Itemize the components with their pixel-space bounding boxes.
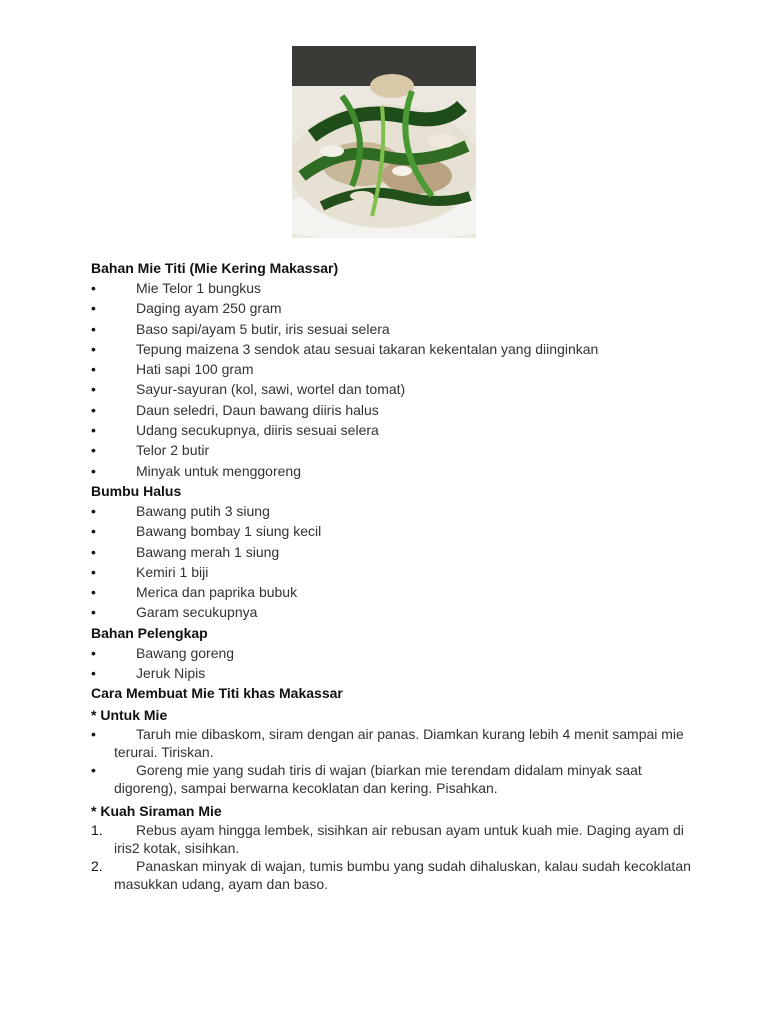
- list-item: • Garam secukupnya: [91, 602, 691, 622]
- bullet: •: [91, 300, 96, 317]
- list-item: • Jeruk Nipis: [91, 663, 691, 683]
- step-number: 1.: [91, 822, 103, 839]
- list-item: 1. Rebus ayam hingga lembek, sisihkan air rebusan ayam untuk kuah mie. Daging ayam di iris2 kotak, sisihkan.: [91, 822, 684, 857]
- list-item: • Merica dan paprika bubuk: [91, 582, 691, 602]
- recipe-content: [91, 258, 691, 893]
- bullet: •: [91, 361, 96, 378]
- list-item: • Bawang bombay 1 siung kecil: [91, 521, 691, 541]
- bullet: •: [91, 665, 96, 682]
- dish-photo: [292, 46, 476, 238]
- section-title-bahan: Bahan Mie Titi (Mie Kering Makassar): [91, 260, 339, 276]
- list-item: • Taruh mie dibaskom, siram dengan air panas. Diamkan kurang lebih 4 menit sampai mie terurai. Tiriskan.: [91, 726, 684, 761]
- subsection-title-kuah: * Kuah Siraman Mie: [91, 803, 222, 820]
- bullet: •: [91, 543, 96, 560]
- bullet: •: [91, 320, 96, 337]
- bullet: •: [91, 584, 96, 601]
- list-item: • Telor 2 butir: [91, 440, 691, 460]
- list-item: • Goreng mie yang sudah tiris di wajan (biarkan mie terendam didalam minyak saat digoreng), sampai berwarna kecoklatan dan kering. Pisahkan.: [91, 762, 642, 797]
- complement-list: [91, 643, 691, 684]
- list-item: • Baso sapi/ayam 5 butir, iris sesuai selera: [91, 319, 691, 339]
- list-item: • Sayur-sayuran (kol, sawi, wortel dan tomat): [91, 379, 691, 399]
- bullet: •: [91, 280, 96, 296]
- noodle-steps: [91, 725, 691, 797]
- list-item: • Daging ayam 250 gram: [91, 298, 691, 318]
- bullet: •: [91, 523, 96, 540]
- spice-list: [91, 501, 691, 623]
- list-item: • Bawang goreng: [91, 643, 691, 663]
- bullet: •: [91, 381, 96, 398]
- list-item: • Mie Telor 1 bungkus: [91, 278, 691, 298]
- bullet: •: [91, 726, 96, 743]
- list-item: • Hati sapi 100 gram: [91, 359, 691, 379]
- list-item: • Bawang putih 3 siung: [91, 501, 691, 521]
- step-number: 2.: [91, 858, 103, 875]
- bullet: •: [91, 644, 96, 661]
- bullet: •: [91, 442, 96, 459]
- section-title-cara: Cara Membuat Mie Titi khas Makassar: [91, 685, 343, 702]
- bullet: •: [91, 422, 96, 439]
- list-item: 2. Panaskan minyak di wajan, tumis bumbu yang sudah dihaluskan, kalau sudah kecoklatan masukkan udang, ayam dan baso.: [91, 858, 691, 893]
- section-title-pelengkap: Bahan Pelengkap: [91, 624, 208, 641]
- bullet: •: [91, 604, 96, 621]
- bullet: •: [91, 340, 96, 357]
- ingredient-list: [91, 278, 691, 481]
- bullet: •: [91, 563, 96, 580]
- list-item: • Daun seledri, Daun bawang diiris halus: [91, 400, 691, 420]
- list-item: • Minyak untuk menggoreng: [91, 461, 691, 481]
- broth-steps: [91, 821, 691, 893]
- bullet: •: [91, 462, 96, 479]
- dish-illustration: [292, 46, 476, 238]
- section-title-bumbu: Bumbu Halus: [91, 482, 182, 499]
- bullet: •: [91, 502, 96, 519]
- bullet: •: [91, 762, 96, 779]
- bullet: •: [91, 401, 96, 418]
- list-item: • Kemiri 1 biji: [91, 562, 691, 582]
- list-item: • Udang secukupnya, diiris sesuai selera: [91, 420, 691, 440]
- list-item: • Tepung maizena 3 sendok atau sesuai takaran kekentalan yang diinginkan: [91, 339, 691, 359]
- list-item: • Bawang merah 1 siung: [91, 542, 691, 562]
- subsection-title-untuk-mie: * Untuk Mie: [91, 707, 168, 724]
